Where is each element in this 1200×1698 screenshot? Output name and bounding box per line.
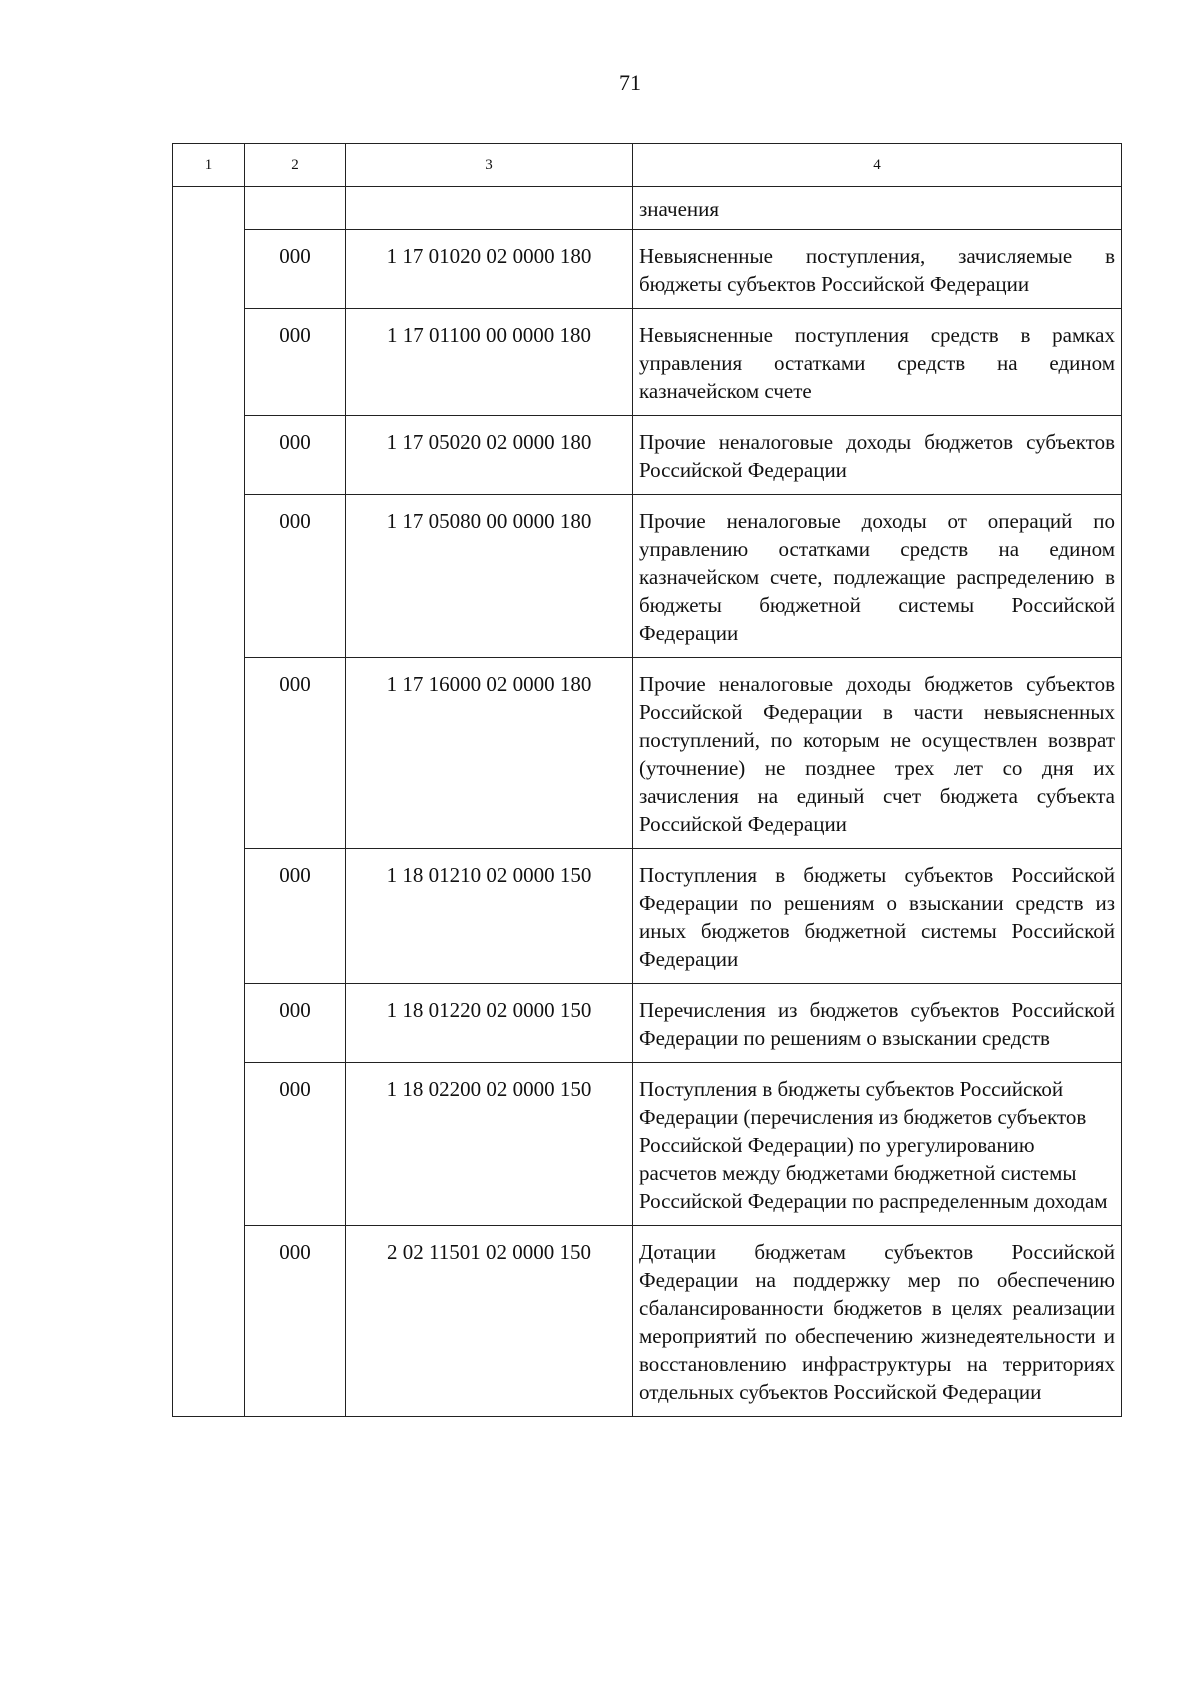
table-cell-admin: 000 (245, 416, 346, 495)
table-cell-admin: 000 (245, 309, 346, 416)
table-cell-name: Невыясненные поступления, зачисляемые в бюджеты субъектов Российской Федерации (633, 230, 1122, 309)
table-cell-code: 1 17 01020 02 0000 180 (346, 230, 633, 309)
table-cell-name: Невыясненные поступления средств в рамках управления остатками средств на едином казначейском счете (633, 309, 1122, 416)
table-cell-name: Поступления в бюджеты субъектов Российской Федерации (перечисления из бюджетов субъектов Российской Федерации) по урегулированию расчетов между бюджетами бюджетной системы Российской Федерации по распределенным доходам (633, 1063, 1122, 1226)
table-cell-code: 1 17 16000 02 0000 180 (346, 658, 633, 849)
table-row (173, 309, 1122, 416)
table-cell-admin (245, 187, 346, 230)
table-header-row (173, 144, 1122, 187)
table-cell-admin: 000 (245, 1063, 346, 1226)
table-row (173, 1226, 1122, 1417)
table-cell-code: 1 17 05080 00 0000 180 (346, 495, 633, 658)
table-cell-code: 1 18 02200 02 0000 150 (346, 1063, 633, 1226)
table-cell-name: Дотации бюджетам субъектов Российской Федерации на поддержку мер по обеспечению сбалансированности бюджетов в целях реализации мероприятий по обеспечению жизнедеятельности и восстановлению инфраструктуры на территориях отдельных субъектов Российской Федерации (633, 1226, 1122, 1417)
table-cell-index (173, 1226, 245, 1417)
table-cell-admin: 000 (245, 1226, 346, 1417)
column-header-2: 2 (245, 144, 346, 187)
column-header-3: 3 (346, 144, 633, 187)
table-cell-admin: 000 (245, 230, 346, 309)
page-number: 71 (619, 70, 641, 95)
table-cell-index (173, 495, 245, 658)
table-row (173, 416, 1122, 495)
table-cell-code: 1 18 01210 02 0000 150 (346, 849, 633, 984)
table-row (173, 658, 1122, 849)
table-cell-admin: 000 (245, 984, 346, 1063)
continuation-row (173, 187, 1122, 230)
table-cell-index (173, 309, 245, 416)
table-cell-code: 1 17 01100 00 0000 180 (346, 309, 633, 416)
table-cell-name: значения (633, 187, 1122, 230)
table-cell-index (173, 230, 245, 309)
table-row (173, 495, 1122, 658)
table-cell-index (173, 658, 245, 849)
table-cell-name: Прочие неналоговые доходы бюджетов субъектов Российской Федерации в части невыясненных поступлений, по которым не осуществлен возврат (уточнение) не позднее трех лет со дня их зачисления на единый счет бюджета субъекта Российской Федерации (633, 658, 1122, 849)
table-row (173, 230, 1122, 309)
table-cell-index (173, 187, 245, 230)
table-cell-name: Прочие неналоговые доходы от операций по управлению остатками средств на едином казначейском счете, подлежащие распределению в бюджеты бюджетной системы Российской Федерации (633, 495, 1122, 658)
column-header-1: 1 (173, 144, 245, 187)
table-cell-admin: 000 (245, 658, 346, 849)
table-cell-code: 1 18 01220 02 0000 150 (346, 984, 633, 1063)
table-cell-index (173, 849, 245, 984)
budget-revenue-table (172, 143, 1122, 1417)
table-cell-code: 2 02 11501 02 0000 150 (346, 1226, 633, 1417)
table-cell-name: Прочие неналоговые доходы бюджетов субъектов Российской Федерации (633, 416, 1122, 495)
table-cell-admin: 000 (245, 849, 346, 984)
table-cell-admin: 000 (245, 495, 346, 658)
table-cell-code: 1 17 05020 02 0000 180 (346, 416, 633, 495)
column-header-4: 4 (633, 144, 1122, 187)
table-row (173, 1063, 1122, 1226)
table-cell-index (173, 1063, 245, 1226)
table-row (173, 984, 1122, 1063)
table-cell-name: Поступления в бюджеты субъектов Российской Федерации по решениям о взыскании средств из иных бюджетов бюджетной системы Российской Федерации (633, 849, 1122, 984)
table-cell-index (173, 984, 245, 1063)
table-row (173, 849, 1122, 984)
table-cell-code (346, 187, 633, 230)
table-cell-index (173, 416, 245, 495)
table-cell-name: Перечисления из бюджетов субъектов Российской Федерации по решениям о взыскании средств (633, 984, 1122, 1063)
